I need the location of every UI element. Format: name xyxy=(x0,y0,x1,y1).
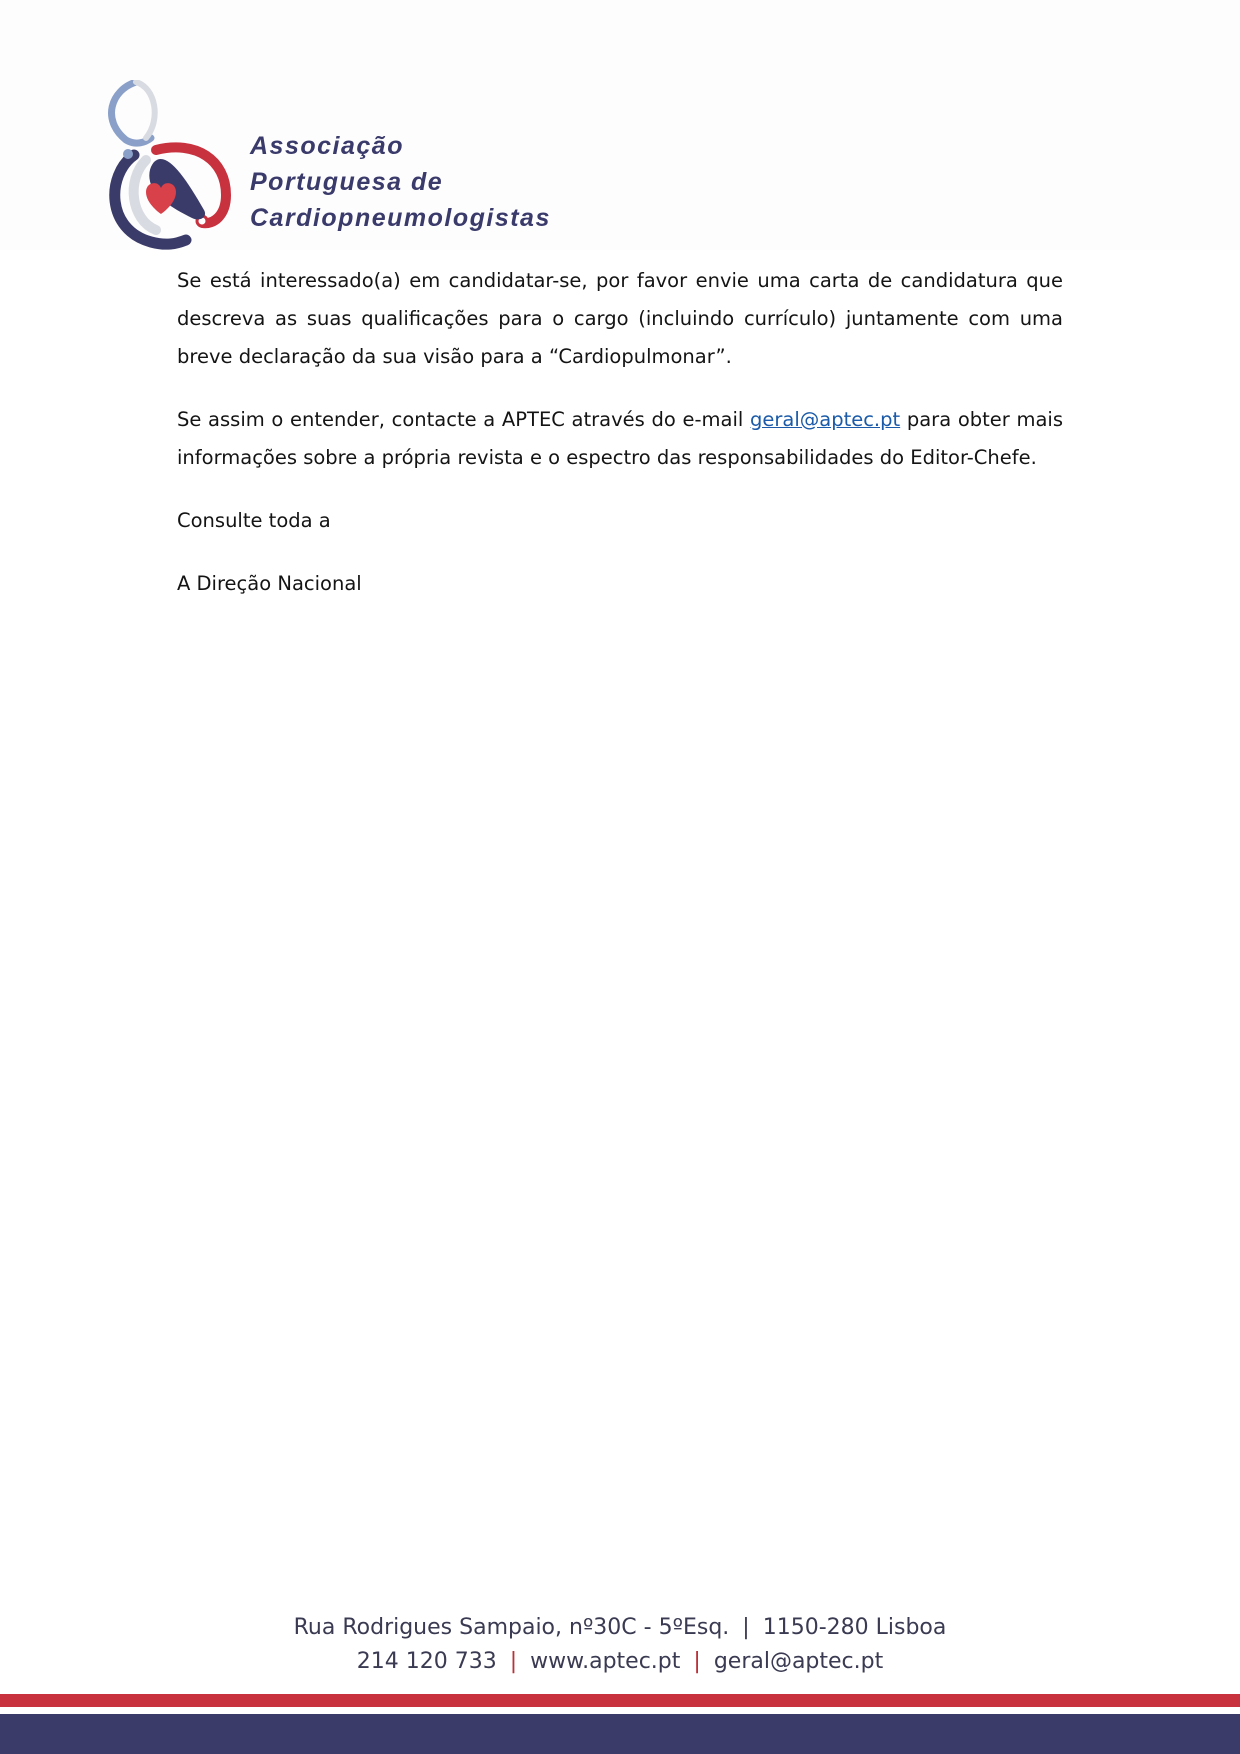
footer-contact-line xyxy=(0,1645,1240,1679)
organization-name-line-2: Portuguesa de xyxy=(250,168,444,196)
paragraph-consult: Consulte toda a xyxy=(177,509,331,532)
footer-separator: | xyxy=(693,1649,701,1674)
aptec-logo-icon xyxy=(96,80,236,250)
footer-website: www.aptec.pt xyxy=(530,1649,681,1674)
email-link[interactable]: geral@aptec.pt xyxy=(749,408,901,431)
organization-name xyxy=(250,128,551,236)
paragraph-application: Se está interessado(a) em candidatar-se, por favor envie uma carta de candidatura que descreva as suas qualificações para o cargo (incluindo currículo) juntamente com uma breve declaração da sua visão para a “Cardiopulmonar”. xyxy=(177,269,1063,368)
organization-name-line-1: Associação xyxy=(250,132,404,160)
contact-text-before: Se assim o entender, contacte a APTEC através do e-mail xyxy=(177,408,750,431)
footer-separator: | xyxy=(509,1649,518,1674)
footer-address-line xyxy=(0,1611,1240,1645)
paragraph-contact xyxy=(177,401,1063,477)
footer-postcode: 1150-280 Lisboa xyxy=(762,1615,947,1640)
letterhead xyxy=(0,0,1240,250)
footer-separator: | xyxy=(742,1615,750,1640)
footer-contact xyxy=(0,1611,1240,1679)
letter-body xyxy=(177,262,1063,628)
organization-name-line-3: Cardiopneumologistas xyxy=(250,204,551,232)
footer-email: geral@aptec.pt xyxy=(713,1649,884,1674)
contact-text-after: para obter mais informações sobre a própria revista e o espectro das responsabilidades do Editor-Chefe. xyxy=(177,408,1063,469)
signature-line: A Direção Nacional xyxy=(177,572,362,595)
footer-navy-stripe xyxy=(0,1714,1240,1754)
footer-phone: 214 120 733 xyxy=(356,1649,497,1674)
footer-red-stripe xyxy=(0,1694,1240,1707)
footer-address: Rua Rodrigues Sampaio, nº30C - 5ºEsq. xyxy=(293,1615,730,1640)
